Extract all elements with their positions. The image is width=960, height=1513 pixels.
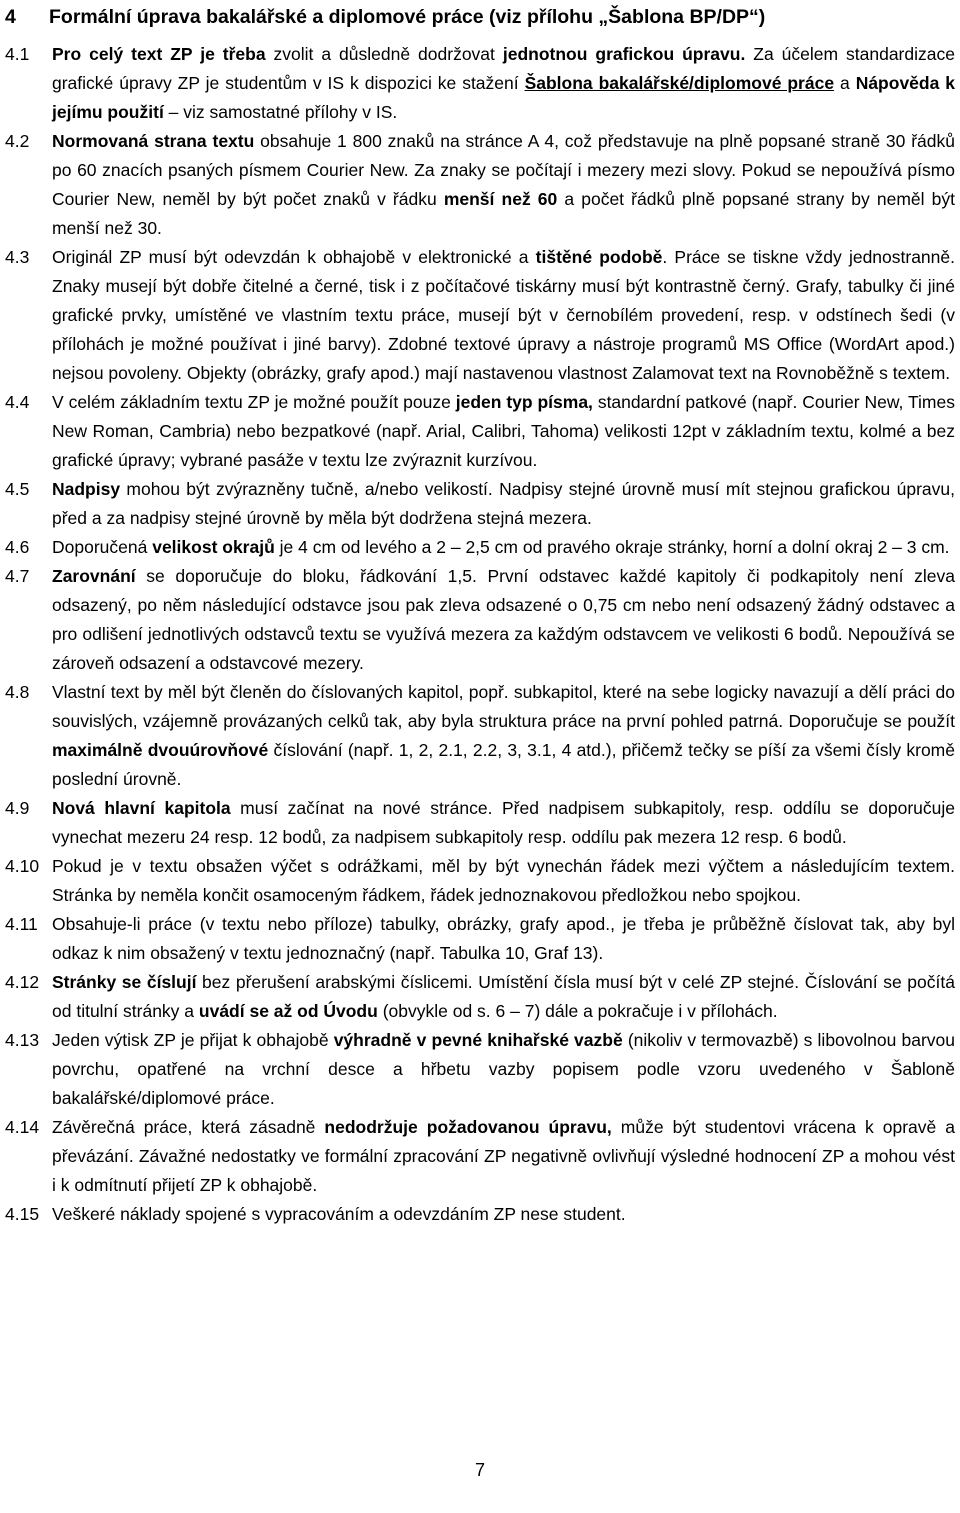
text-run: musí začínat na nové stránce. Před nadpisem subkapitoly, resp. oddílu se doporučuje vynechat mezeru 24 resp. 12 bodů, za nadpisem subkapitoly resp. oddílu pak mezera 12 resp. 6 bodů. (52, 798, 955, 847)
bold-text: Nová hlavní kapitola (52, 798, 231, 818)
bold-text: velikost okrajů (152, 537, 275, 557)
item-number: 4.1 (5, 44, 30, 64)
text-run: Veškeré náklady spojené s vypracováním a odevzdáním ZP nese student. (52, 1204, 626, 1224)
rules-list (5, 40, 955, 1229)
list-item (5, 1200, 955, 1229)
list-item (5, 852, 955, 910)
text-run: a (834, 73, 856, 93)
bold-text: výhradně v pevné knihařské vazbě (333, 1030, 623, 1050)
item-text (52, 533, 955, 562)
bold-text: Šablona bakalářské/diplomové práce (524, 73, 835, 93)
list-item (5, 1026, 955, 1113)
text-run: (nikoliv v termovazbě) s libovolnou barvou povrchu, opatřené na vrchní desce a hřbetu vazby popisem podle vzoru uvedeného v Šabloně bakalářské/diplomové práce. (52, 1030, 955, 1108)
list-item (5, 910, 955, 968)
bold-text: Nápověda k jejímu použití (52, 73, 955, 122)
item-number: 4.9 (5, 798, 30, 818)
bold-text: maximálně dvouúrovňové (52, 740, 269, 760)
text-run: Závěrečná práce, která zásadně (52, 1117, 325, 1137)
text-run: V celém základním textu ZP je možné použít pouze (52, 392, 456, 412)
text-run: (obvykle od s. 6 – 7) dále a pokračuje i v přílohách. (377, 1001, 778, 1021)
text-run: Pokud je v textu obsažen výčet s odrážkami, měl by být vynechán řádek mezi výčtem a následujícím textem. Stránka by neměla končit osamoceným řádkem, řádek jednoznakovou předložkou nebo spojkou. (52, 856, 955, 905)
list-item (5, 533, 955, 562)
list-item (5, 678, 955, 794)
list-item (5, 388, 955, 475)
item-text (52, 1200, 955, 1229)
list-item (5, 127, 955, 243)
text-run: zvolit a důsledně dodržovat (265, 44, 503, 64)
text-run: je 4 cm od levého a 2 – 2,5 cm od pravého okraje stránky, horní a dolní okraj 2 – 3 cm. (274, 537, 950, 557)
text-run: se doporučuje do bloku, řádkování 1,5. První odstavec každé kapitoly či podkapitoly není zleva odsazený, po něm následující odstavce jsou pak zleva odsazené o 0,75 cm nebo není odsazený žádný odstavec a pro odlišení jednotlivých odstavců textu se využívá mezera za každým odstavcem ve velikosti 6 bodů. Nepoužívá se zároveň odsazení a odstavcové mezery. (52, 566, 955, 673)
item-number: 4.13 (5, 1030, 40, 1050)
list-item (5, 562, 955, 678)
section-title: Formální úprava bakalářské a diplomové práce (viz přílohu „Šablona BP/DP“) (49, 6, 766, 28)
list-item (5, 243, 955, 388)
text-run: Doporučená (52, 537, 153, 557)
item-text (52, 1026, 955, 1113)
list-item (5, 968, 955, 1026)
section-heading (5, 4, 765, 30)
item-text (52, 1113, 955, 1200)
item-text (52, 243, 955, 388)
item-number: 4.8 (5, 682, 30, 702)
item-text (52, 562, 955, 678)
item-text (52, 794, 955, 852)
text-run: bez přerušení arabskými číslicemi. Umístění čísla musí být v celé ZP stejné. Číslování se počítá od titulní stránky a (52, 972, 955, 1021)
item-number: 4.15 (5, 1204, 40, 1224)
bold-text: Pro celý text ZP je třeba (52, 44, 266, 64)
bold-text: tištěné podobě (535, 247, 663, 267)
item-number: 4.12 (5, 972, 40, 992)
list-item (5, 40, 955, 127)
bold-text: uvádí se až od Úvodu (198, 1001, 378, 1021)
bold-text: jednotnou grafickou úpravu. (502, 44, 746, 64)
item-text (52, 968, 955, 1026)
section-number: 4 (5, 6, 16, 28)
item-number: 4.10 (5, 856, 40, 876)
text-run: mohou být zvýrazněny tučně, a/nebo velikostí. Nadpisy stejné úrovně musí mít stejnou grafickou úpravu, před a za nadpisy stejné úrovně by měla být dodržena stejná mezera. (52, 479, 955, 528)
item-text (52, 40, 955, 127)
text-run: Obsahuje-li práce (v textu nebo příloze) tabulky, obrázky, grafy apod., je třeba je průběžně číslovat tak, aby byl odkaz k nim obsažený v textu jednoznačný (např. Tabulka 10, Graf 13). (52, 914, 955, 963)
item-text (52, 678, 955, 794)
bold-text: Normovaná strana textu (52, 131, 255, 151)
text-run: číslování (např. 1, 2, 2.1, 2.2, 3, 3.1, 4 atd.), přičemž tečky se píší za všemi čísly kromě poslední úrovně. (52, 740, 955, 789)
bold-text: nedodržuje požadovanou úpravu, (324, 1117, 612, 1137)
text-run: standardní patkové (např. Courier New, Times New Roman, Cambria) nebo bezpatkové (např. Arial, Calibri, Tahoma) velikosti 12pt v základním textu, kolmé a bez grafické úpravy; vybrané pasáže v textu lze zvýraznit kurzívou. (52, 392, 955, 470)
item-number: 4.2 (5, 131, 30, 151)
text-run: . Práce se tiskne vždy jednostranně. Znaky musejí být dobře čitelné a černé, tisk i z počítačové tiskárny musí být kontrastně černý. Grafy, tabulky či jiné grafické prvky, umístěné ve vlastním textu práce, musejí být v černobílém provedení, resp. v odstínech šedi (v přílohách je možné používat i jiné barvy). Zdobné textové úpravy a nástroje programů MS Office (WordArt apod.) nejsou povoleny. Objekty (obrázky, grafy apod.) mají nastavenou vlastnost Zalamovat text na Rovnoběžně s textem. (52, 247, 955, 383)
text-run: Originál ZP musí být odevzdán k obhajobě v elektronické a (52, 247, 536, 267)
text-run: obsahuje 1 800 znaků na stránce A 4, což představuje na plně popsané straně 30 řádků po 60 znacích psaných písmem Courier New. Za znaky se počítají i mezery mezi slovy. Pokud se nepoužívá písmo Courier New, neměl by být počet znaků v řádku (52, 131, 955, 209)
text-run: Za účelem standardizace grafické úpravy ZP je studentům v IS k dispozici ke stažení (52, 44, 955, 93)
item-number: 4.5 (5, 479, 30, 499)
item-number: 4.6 (5, 537, 30, 557)
text-run: Vlastní text by měl být členěn do číslovaných kapitol, popř. subkapitol, které na sebe logicky navazují a dělí práci do souvislých, vzájemně provázaných celků tak, aby byla struktura práce na první pohled patrná. Doporučuje se použít (52, 682, 955, 731)
list-item (5, 1113, 955, 1200)
item-text (52, 910, 955, 968)
item-number: 4.14 (5, 1117, 40, 1137)
bold-text: Zarovnání (52, 566, 136, 586)
bold-text: Stránky se číslují (52, 972, 197, 992)
item-number: 4.7 (5, 566, 30, 586)
list-item (5, 475, 955, 533)
item-text (52, 127, 955, 243)
page-number: 7 (474, 1460, 485, 1480)
item-number: 4.4 (5, 392, 30, 412)
bold-text: Nadpisy (52, 479, 121, 499)
item-text (52, 852, 955, 910)
text-run: – viz samostatné přílohy v IS. (163, 102, 398, 122)
item-text (52, 388, 955, 475)
bold-text: menší než 60 (443, 189, 558, 209)
text-run: Jeden výtisk ZP je přijat k obhajobě (52, 1030, 334, 1050)
item-text (52, 475, 955, 533)
item-number: 4.11 (5, 914, 38, 934)
list-item (5, 794, 955, 852)
text-run: a počet řádků plně popsané strany by neměl být menší než 30. (52, 189, 955, 238)
bold-text: jeden typ písma, (455, 392, 593, 412)
text-run: může být studentovi vrácena k opravě a převázání. Závažné nedostatky ve formální zpracování ZP negativně ovlivňují výsledné hodnocení ZP a mohou vést i k odmítnutí přijetí ZP k obhajobě. (52, 1117, 955, 1195)
item-number: 4.3 (5, 247, 30, 267)
